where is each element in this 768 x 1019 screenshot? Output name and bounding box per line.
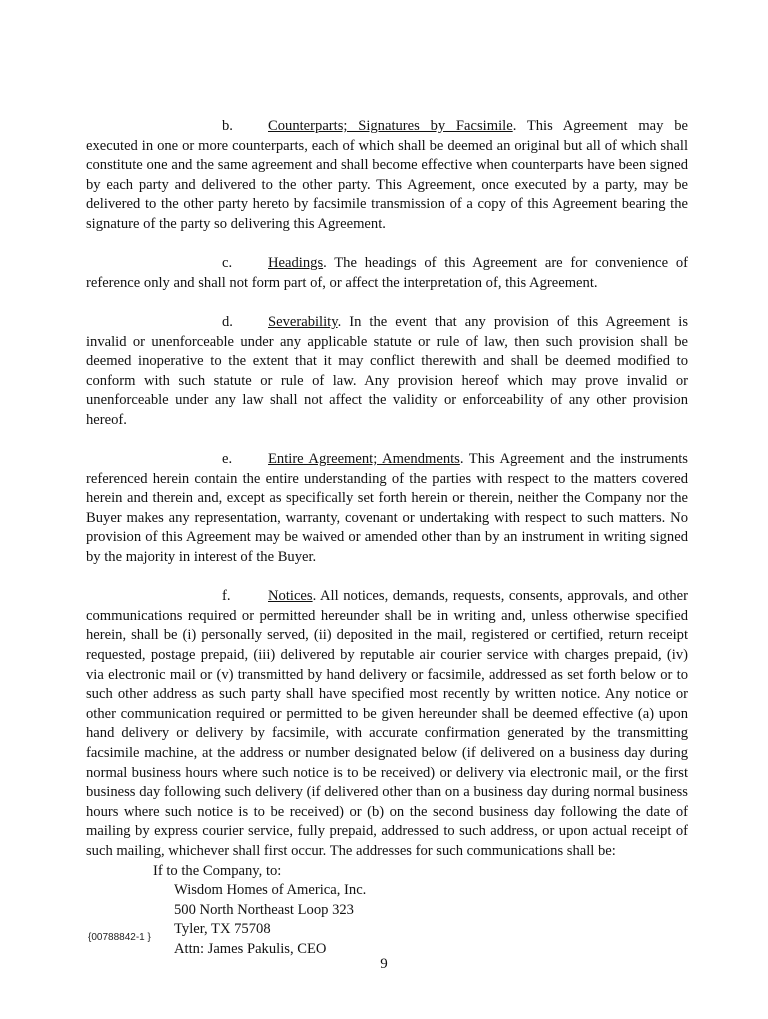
section-letter: b. (222, 118, 233, 134)
section-notices (86, 587, 688, 861)
section-severability (86, 313, 688, 431)
company-address-block (86, 862, 688, 960)
section-text: . This Agreement and the instruments referenced herein contain the entire understanding of the parties with respect to the matters covered herein and therein and, except as specifically set forth herein or therein, neither the Company nor the Buyer makes any representation, warranty, covenant or undertaking with respect to such matters. No provision of this Agreement may be waived or amended other than by an instrument in writing signed by the majority in interest of the Buyer. (86, 451, 688, 566)
section-letter: e. (222, 451, 233, 468)
address-street: 500 North Northeast Loop 323 (174, 901, 354, 918)
section-title: Counterparts; Signatures by Facsimile (268, 118, 513, 134)
section-letter: c. (222, 255, 233, 272)
section-entire-agreement (86, 450, 688, 568)
address-company-name: Wisdom Homes of America, Inc. (174, 882, 367, 899)
address-intro: If to the Company, to: (153, 862, 282, 879)
section-counterparts (86, 117, 688, 235)
section-text: . In the event that any provision of this Agreement is invalid or unenforceable under any applicable statute or rule of law, then such provision shall be deemed inoperative to the extent that it may conflict therewith and shall be deemed modified to conform with such statute or rule of law. Any provision hereof which may prove invalid or unenforceable under any law shall not affect the validity or enforceability of any other provision hereof. (86, 313, 688, 428)
section-text: . All notices, demands, requests, consents, approvals, and other communications required or permitted hereunder shall be in writing and, unless otherwise specified herein, shall be (i) personally served, (ii) deposited in the mail, registered or certified, return receipt requested, postage prepaid, (iii) delivered by reputable air courier service with charges prepaid, (iv) via electronic mail or (v) transmitted by hand delivery or facsimile, addressed as set forth below or to such other address as such party shall have specified most recently by written notice. Any notice or other communication required or permitted to be given hereunder shall be deemed effective (a) upon hand delivery or delivery by facsimile, with accurate confirmation generated by the transmitting facsimile machine, at the address or number designated below (if delivered on a business day during normal business hours where such notice is to be received) or delivery via electronic mail, or the first business day following such delivery (if delivered other than on a business day during normal business hours where such notice is to be received) or (b) on the second business day following the date of mailing by express courier service, fully prepaid, addressed to such address, or upon actual receipt of such mailing, whichever shall first occur. The addresses for such communications shall be: (86, 588, 688, 859)
section-title: Notices (268, 588, 313, 605)
address-city-state-zip: Tyler, TX 75708 (174, 921, 271, 938)
agreement-body (86, 117, 688, 960)
section-text: . This Agreement may be executed in one or more counterparts, each of which shall be deemed an original but all of which shall constitute one and the same agreement and shall become effective when counterparts have been signed by each party and delivered to the other party. This Agreement, once executed by a party, may be delivered to the other party hereto by facsimile transmission of a copy of this Agreement bearing the signature of the party so delivering this Agreement. (86, 118, 688, 232)
section-title: Severability (268, 313, 338, 330)
section-letter: f. (222, 588, 231, 605)
section-title: Entire Agreement; Amendments (268, 451, 460, 468)
page-number: 9 (380, 956, 388, 972)
section-text: . The headings of this Agreement are for convenience of reference only and shall not form part of, or affect the interpretation of, this Agreement. (86, 255, 688, 291)
document-id: {00788842-1 } (88, 932, 151, 943)
address-attention: Attn: James Pakulis, CEO (174, 940, 327, 957)
section-title: Headings (268, 255, 324, 272)
section-headings (86, 254, 688, 293)
section-letter: d. (222, 313, 233, 330)
